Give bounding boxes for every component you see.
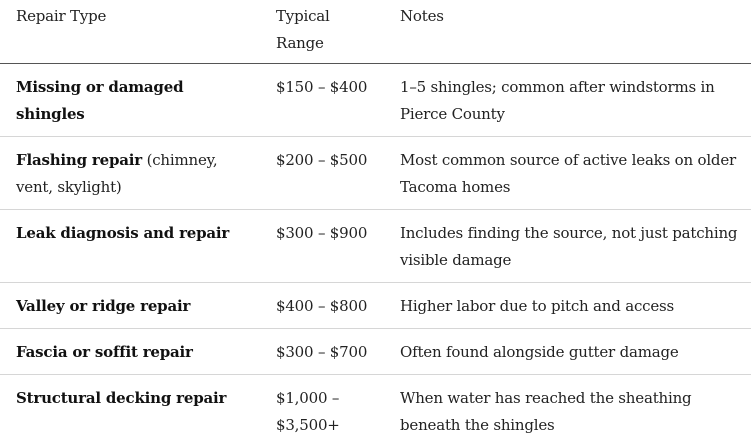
header-notes: Notes — [383, 0, 751, 64]
repair-type-cell — [0, 64, 259, 137]
typical-range-cell: $1,000 – $3,500+ — [259, 375, 383, 447]
repair-type-cell — [0, 375, 259, 447]
repair-type-name: Fascia or soffit repair — [16, 343, 193, 361]
notes-cell: 1–5 shingles; common after windstorms in Pierce County — [383, 64, 751, 137]
typical-range-cell: $400 – $800 — [259, 283, 383, 329]
table-header-row — [0, 0, 751, 64]
repair-type-name: Valley or ridge repair — [16, 297, 190, 315]
notes-cell: When water has reached the sheathing beneath the shingles — [383, 375, 751, 447]
repair-type-name: Leak diagnosis and repair — [16, 224, 229, 242]
header-repair-type: Repair Type — [0, 0, 259, 64]
notes-cell: Most common source of active leaks on older Tacoma homes — [383, 137, 751, 210]
header-typical-range: Typical Range — [259, 0, 383, 64]
repair-type-name: Structural decking repair — [16, 389, 226, 407]
typical-range-cell: $150 – $400 — [259, 64, 383, 137]
table-row — [0, 137, 751, 210]
notes-cell: Higher labor due to pitch and access — [383, 283, 751, 329]
repair-type-name: Flashing repair — [16, 151, 142, 169]
table-row — [0, 210, 751, 283]
table-row — [0, 283, 751, 329]
repair-type-cell — [0, 137, 259, 210]
notes-cell: Includes finding the source, not just patching visible damage — [383, 210, 751, 283]
typical-range-cell: $200 – $500 — [259, 137, 383, 210]
repair-type-cell — [0, 329, 259, 375]
notes-cell: Often found alongside gutter damage — [383, 329, 751, 375]
typical-range-cell: $300 – $700 — [259, 329, 383, 375]
table-row — [0, 64, 751, 137]
typical-range-cell: $300 – $900 — [259, 210, 383, 283]
repair-type-cell — [0, 210, 259, 283]
table-row — [0, 329, 751, 375]
repair-type-name: Missing or damaged shingles — [16, 78, 183, 123]
table-row — [0, 375, 751, 447]
repair-type-cell — [0, 283, 259, 329]
repair-type-detail: (chimney, vent, skylight) — [16, 151, 218, 196]
